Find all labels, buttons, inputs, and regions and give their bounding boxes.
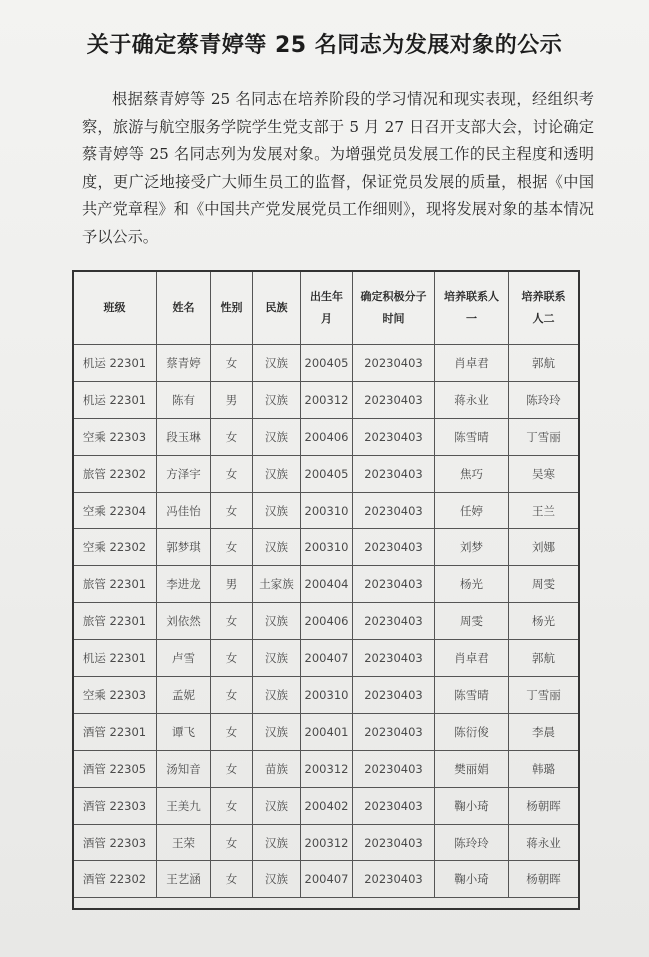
cell-contact-1: 樊丽娟	[435, 750, 509, 787]
table-row	[73, 640, 579, 677]
table-row	[73, 861, 579, 898]
candidates-table-wrap	[72, 270, 578, 898]
cell-contact-2: 杨朝晖	[509, 861, 579, 898]
table-row	[73, 603, 579, 640]
intro-paragraph: 根据蔡青婷等 25 名同志在培养阶段的学习情况和现实表现，经组织考察，旅游与航空服务学院学生党支部于 5 月 27 日召开支部大会，讨论确定蔡青婷等 25 名同志列为发展对象。为增强党员发展工作的民主程度和透明度，更广泛地接受广大师生员工的监督，保证党员发展的质量，根据《中国共产党章程》和《中国共产党发展党员工作细则》，现将发展对象的基本情况予以公示。	[82, 90, 594, 246]
cell-ethnicity: 汉族	[253, 640, 301, 677]
cell-class: 酒管 22303	[73, 824, 157, 861]
cell-contact-2: 陈玲玲	[509, 381, 579, 418]
cell-contact-2: 丁雪丽	[509, 677, 579, 714]
cell-gender: 男	[211, 381, 253, 418]
header-ethnicity: 民族	[253, 271, 301, 345]
cell-contact-2: 刘娜	[509, 529, 579, 566]
cell-activist-date: 20230403	[353, 713, 435, 750]
cell-activist-date: 20230403	[353, 492, 435, 529]
cell-class: 酒管 22302	[73, 861, 157, 898]
cell-birth: 200310	[301, 492, 353, 529]
cell-class: 空乘 22303	[73, 418, 157, 455]
cell-activist-date: 20230403	[353, 455, 435, 492]
cell-activist-date: 20230403	[353, 566, 435, 603]
table-header-row	[73, 271, 579, 345]
cell-contact-2: 郭航	[509, 345, 579, 382]
candidates-table	[72, 270, 579, 898]
page-title: 关于确定蔡青婷等 25 名同志为发展对象的公示	[86, 33, 563, 58]
cell-contact-1: 陈玲玲	[435, 824, 509, 861]
cell-gender: 女	[211, 713, 253, 750]
cell-ethnicity: 汉族	[253, 529, 301, 566]
cell-name: 冯佳怡	[157, 492, 211, 529]
cell-birth: 200401	[301, 713, 353, 750]
cell-class: 酒管 22305	[73, 750, 157, 787]
cell-gender: 女	[211, 603, 253, 640]
cell-contact-2: 杨朝晖	[509, 787, 579, 824]
table-row	[73, 824, 579, 861]
table-row	[73, 566, 579, 603]
cell-birth: 200405	[301, 455, 353, 492]
cell-ethnicity: 汉族	[253, 455, 301, 492]
cell-birth: 200406	[301, 418, 353, 455]
cell-activist-date: 20230403	[353, 418, 435, 455]
cell-ethnicity: 汉族	[253, 861, 301, 898]
cell-class: 机运 22301	[73, 640, 157, 677]
cell-contact-1: 肖卓君	[435, 640, 509, 677]
cell-class: 空乘 22302	[73, 529, 157, 566]
cell-activist-date: 20230403	[353, 640, 435, 677]
cell-ethnicity: 汉族	[253, 492, 301, 529]
cell-gender: 女	[211, 861, 253, 898]
cell-ethnicity: 汉族	[253, 787, 301, 824]
cell-name: 汤知音	[157, 750, 211, 787]
cell-ethnicity: 汉族	[253, 345, 301, 382]
cell-ethnicity: 土家族	[253, 566, 301, 603]
cell-contact-1: 肖卓君	[435, 345, 509, 382]
cell-class: 旅管 22301	[73, 603, 157, 640]
cell-contact-2: 周雯	[509, 566, 579, 603]
cell-contact-1: 杨光	[435, 566, 509, 603]
cell-gender: 女	[211, 750, 253, 787]
cell-ethnicity: 汉族	[253, 713, 301, 750]
header-contact-1: 培养联系人一	[435, 271, 509, 345]
cell-contact-1: 陈雪晴	[435, 418, 509, 455]
cell-contact-1: 蒋永业	[435, 381, 509, 418]
cell-activist-date: 20230403	[353, 824, 435, 861]
cell-contact-1: 陈衍俊	[435, 713, 509, 750]
cell-birth: 200407	[301, 861, 353, 898]
cell-birth: 200407	[301, 640, 353, 677]
cell-ethnicity: 汉族	[253, 418, 301, 455]
table-row	[73, 455, 579, 492]
cell-name: 谭飞	[157, 713, 211, 750]
cell-ethnicity: 汉族	[253, 381, 301, 418]
cell-birth: 200312	[301, 824, 353, 861]
header-birth: 出生年月	[301, 271, 353, 345]
cell-activist-date: 20230403	[353, 529, 435, 566]
cell-birth: 200405	[301, 345, 353, 382]
cell-contact-1: 任婷	[435, 492, 509, 529]
cell-name: 陈有	[157, 381, 211, 418]
table-row	[73, 345, 579, 382]
table-row	[73, 381, 579, 418]
cell-contact-2: 郭航	[509, 640, 579, 677]
cell-class: 旅管 22302	[73, 455, 157, 492]
cell-class: 酒管 22301	[73, 713, 157, 750]
cell-activist-date: 20230403	[353, 381, 435, 418]
cell-gender: 女	[211, 418, 253, 455]
cell-contact-2: 王兰	[509, 492, 579, 529]
cell-class: 机运 22301	[73, 345, 157, 382]
table-row	[73, 418, 579, 455]
header-gender: 性别	[211, 271, 253, 345]
cell-name: 刘依然	[157, 603, 211, 640]
cell-ethnicity: 苗族	[253, 750, 301, 787]
cell-birth: 200402	[301, 787, 353, 824]
cell-gender: 女	[211, 455, 253, 492]
cell-gender: 女	[211, 529, 253, 566]
table-row	[73, 713, 579, 750]
cell-ethnicity: 汉族	[253, 824, 301, 861]
cell-birth: 200312	[301, 381, 353, 418]
cell-gender: 女	[211, 677, 253, 714]
cell-name: 方泽宇	[157, 455, 211, 492]
cell-gender: 男	[211, 566, 253, 603]
cell-name: 王艺涵	[157, 861, 211, 898]
cell-name: 蔡青婷	[157, 345, 211, 382]
cell-name: 王荣	[157, 824, 211, 861]
cell-gender: 女	[211, 345, 253, 382]
cell-birth: 200310	[301, 677, 353, 714]
cell-contact-1: 陈雪晴	[435, 677, 509, 714]
cell-activist-date: 20230403	[353, 750, 435, 787]
cell-contact-2: 杨光	[509, 603, 579, 640]
table-row	[73, 787, 579, 824]
table-row	[73, 750, 579, 787]
cell-activist-date: 20230403	[353, 787, 435, 824]
header-contact-2: 培养联系人二	[509, 271, 579, 345]
cell-contact-2: 蒋永业	[509, 824, 579, 861]
cell-name: 郭梦琪	[157, 529, 211, 566]
cell-contact-2: 韩璐	[509, 750, 579, 787]
cell-name: 卢雪	[157, 640, 211, 677]
cell-activist-date: 20230403	[353, 861, 435, 898]
header-name: 姓名	[157, 271, 211, 345]
cell-class: 空乘 22303	[73, 677, 157, 714]
cell-contact-1: 刘梦	[435, 529, 509, 566]
cell-ethnicity: 汉族	[253, 603, 301, 640]
cell-contact-2: 丁雪丽	[509, 418, 579, 455]
cell-gender: 女	[211, 492, 253, 529]
cell-activist-date: 20230403	[353, 677, 435, 714]
cell-birth: 200404	[301, 566, 353, 603]
cell-name: 李进龙	[157, 566, 211, 603]
cell-contact-1: 焦巧	[435, 455, 509, 492]
cell-class: 酒管 22303	[73, 787, 157, 824]
header-activist-date: 确定积极分子时间	[353, 271, 435, 345]
header-class: 班级	[73, 271, 157, 345]
cell-contact-1: 鞠小琦	[435, 787, 509, 824]
cell-gender: 女	[211, 640, 253, 677]
cell-ethnicity: 汉族	[253, 677, 301, 714]
cell-birth: 200310	[301, 529, 353, 566]
cell-birth: 200312	[301, 750, 353, 787]
cell-class: 旅管 22301	[73, 566, 157, 603]
cell-contact-2: 吴寒	[509, 455, 579, 492]
table-row	[73, 492, 579, 529]
cell-birth: 200406	[301, 603, 353, 640]
cell-activist-date: 20230403	[353, 345, 435, 382]
table-row	[73, 677, 579, 714]
cell-class: 空乘 22304	[73, 492, 157, 529]
cell-contact-1: 鞠小琦	[435, 861, 509, 898]
cell-gender: 女	[211, 787, 253, 824]
cell-activist-date: 20230403	[353, 603, 435, 640]
cell-gender: 女	[211, 824, 253, 861]
table-row	[73, 529, 579, 566]
cell-name: 段玉琳	[157, 418, 211, 455]
cell-contact-1: 周雯	[435, 603, 509, 640]
cell-name: 孟妮	[157, 677, 211, 714]
cell-class: 机运 22301	[73, 381, 157, 418]
cell-contact-2: 李晨	[509, 713, 579, 750]
cell-name: 王美九	[157, 787, 211, 824]
